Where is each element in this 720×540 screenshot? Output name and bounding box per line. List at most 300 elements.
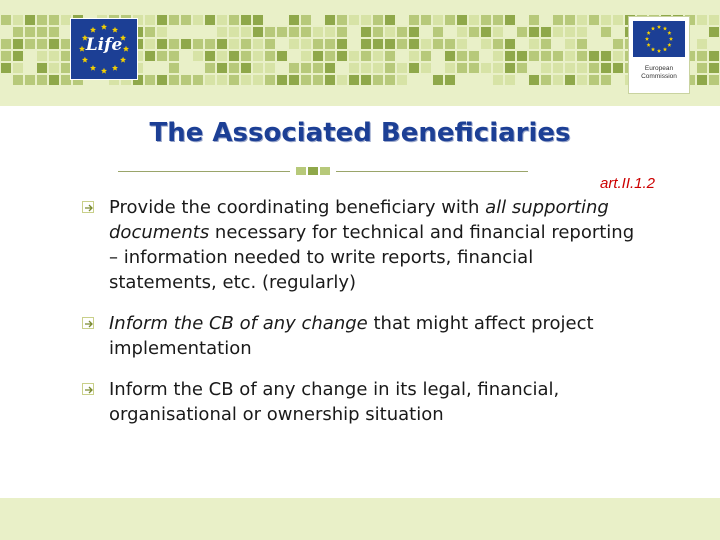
mosaic-tile (553, 63, 563, 73)
slide-title: The Associated Beneficiaries (149, 118, 571, 148)
mosaic-tile (517, 75, 527, 85)
arrow-right-icon (82, 383, 94, 395)
mosaic-tile (565, 75, 575, 85)
mosaic-tile (433, 75, 443, 85)
mosaic-tile (421, 75, 431, 85)
mosaic-tile (613, 75, 623, 85)
mosaic-tile (241, 63, 251, 73)
mosaic-tile (517, 15, 527, 25)
mosaic-tile (157, 51, 167, 61)
mosaic-tile (433, 39, 443, 49)
mosaic-tile (565, 51, 575, 61)
star-icon (667, 43, 671, 47)
mosaic-tile (445, 15, 455, 25)
mosaic-tile (169, 51, 179, 61)
mosaic-tile (217, 75, 227, 85)
mosaic-tile (265, 39, 275, 49)
mosaic-tile (349, 15, 359, 25)
mosaic-tile (229, 63, 239, 73)
mosaic-tile (493, 27, 503, 37)
mosaic-tile (565, 63, 575, 73)
mosaic-tile (433, 27, 443, 37)
mosaic-tile (277, 39, 287, 49)
mosaic-tile (385, 75, 395, 85)
mosaic-tile (205, 51, 215, 61)
mosaic-tile (265, 27, 275, 37)
mosaic-tile (577, 63, 587, 73)
mosaic-tile (241, 75, 251, 85)
mosaic-tile (421, 63, 431, 73)
mosaic-tile (409, 39, 419, 49)
mosaic-tile (157, 39, 167, 49)
mosaic-tile (373, 51, 383, 61)
mosaic-tile (421, 27, 431, 37)
mosaic-tile (337, 15, 347, 25)
mosaic-tile (265, 63, 275, 73)
mosaic-tile (361, 51, 371, 61)
mosaic-tile (229, 15, 239, 25)
mosaic-tile (265, 15, 275, 25)
mosaic-tile (505, 63, 515, 73)
title-divider-left (118, 171, 290, 172)
mosaic-tile (217, 15, 227, 25)
mosaic-tile (253, 27, 263, 37)
mosaic-tile (709, 75, 719, 85)
mosaic-tile (541, 75, 551, 85)
mosaic-tile (361, 15, 371, 25)
mosaic-tile (493, 63, 503, 73)
mosaic-tile (373, 75, 383, 85)
mosaic-tile (289, 15, 299, 25)
mosaic-tile (481, 15, 491, 25)
mosaic-tile (37, 51, 47, 61)
mosaic-tile (601, 27, 611, 37)
mosaic-tile (169, 39, 179, 49)
mosaic-tile (397, 39, 407, 49)
bullet-text-italic: Inform the CB of any change (109, 313, 368, 334)
mosaic-tile (445, 51, 455, 61)
mosaic-tile (337, 27, 347, 37)
mosaic-tile (697, 51, 707, 61)
eu-stars-icon (633, 21, 685, 57)
mosaic-tile (193, 15, 203, 25)
mosaic-tile (481, 27, 491, 37)
mosaic-tile (577, 51, 587, 61)
mosaic-tile (13, 39, 23, 49)
mosaic-tile (505, 51, 515, 61)
mosaic-tile (25, 75, 35, 85)
mosaic-tile (145, 63, 155, 73)
mosaic-tile (361, 39, 371, 49)
mosaic-tile (217, 63, 227, 73)
mosaic-tile (469, 27, 479, 37)
mosaic-tile (433, 63, 443, 73)
star-icon (112, 65, 118, 71)
mosaic-tile (241, 15, 251, 25)
mosaic-tile (205, 39, 215, 49)
bullet-text-segment: necessary for technical and financial reporting – information needed to write reports, financial statements, etc. (regularly) (109, 222, 635, 293)
mosaic-tile (517, 63, 527, 73)
mosaic-tile (253, 15, 263, 25)
star-icon (101, 24, 107, 30)
mosaic-tile (229, 39, 239, 49)
mosaic-tile (709, 51, 719, 61)
mosaic-tile (553, 75, 563, 85)
article-reference: art.II.1.2 (600, 175, 656, 192)
mosaic-tile (253, 39, 263, 49)
mosaic-tile (385, 39, 395, 49)
footer-band (0, 498, 720, 540)
star-icon (647, 43, 651, 47)
star-icon (667, 31, 671, 35)
mosaic-tile (469, 75, 479, 85)
mosaic-tile (157, 63, 167, 73)
mosaic-tile (349, 27, 359, 37)
mosaic-tile (37, 75, 47, 85)
mosaic-tile (301, 51, 311, 61)
mosaic-tile (181, 27, 191, 37)
mosaic-tile (277, 63, 287, 73)
mosaic-tile (205, 75, 215, 85)
mosaic-tile (49, 27, 59, 37)
mosaic-tile (13, 51, 23, 61)
mosaic-tile (205, 63, 215, 73)
mosaic-tile (277, 27, 287, 37)
mosaic-tile (445, 27, 455, 37)
eu-flag-icon (633, 21, 685, 57)
mosaic-tile (145, 15, 155, 25)
mosaic-tile (301, 15, 311, 25)
mosaic-tile (541, 51, 551, 61)
title-divider-mark (296, 167, 332, 175)
mosaic-tile (25, 63, 35, 73)
mosaic-tile (253, 63, 263, 73)
mosaic-tile (445, 39, 455, 49)
ec-logo-line1: European (644, 65, 674, 72)
mosaic-tile (169, 27, 179, 37)
mosaic-tile (1, 51, 11, 61)
mosaic-tile (709, 27, 719, 37)
mosaic-tile (193, 63, 203, 73)
mosaic-tile (289, 39, 299, 49)
mosaic-tile (385, 63, 395, 73)
bullet-text-segment: that might affect project implementation (109, 313, 594, 359)
mosaic-tile (529, 39, 539, 49)
mosaic-tile (181, 63, 191, 73)
mosaic-tile (145, 27, 155, 37)
star-icon (645, 37, 649, 41)
mosaic-tile (301, 75, 311, 85)
mosaic-tile (529, 51, 539, 61)
arrow-right-icon (82, 317, 94, 329)
mosaic-tile (457, 63, 467, 73)
mosaic-tile (25, 15, 35, 25)
mosaic-tile (181, 39, 191, 49)
mosaic-tile (1, 27, 11, 37)
mosaic-tile (277, 15, 287, 25)
star-icon (663, 26, 667, 30)
mosaic-tile (325, 75, 335, 85)
life-logo-text: Life (85, 35, 123, 55)
mosaic-tile (613, 27, 623, 37)
star-icon (663, 47, 667, 51)
mosaic-tile (697, 63, 707, 73)
mosaic-tile (697, 39, 707, 49)
mosaic-tile (601, 39, 611, 49)
mosaic-tile (1, 63, 11, 73)
mosaic-tile (445, 75, 455, 85)
mosaic-tile (493, 39, 503, 49)
mosaic-tile (253, 75, 263, 85)
mosaic-tile (313, 51, 323, 61)
mosaic-tile (217, 27, 227, 37)
mosaic-tile (577, 27, 587, 37)
mosaic-tile (313, 75, 323, 85)
mosaic-tile (373, 15, 383, 25)
mosaic-tile (181, 15, 191, 25)
mosaic-tile (1, 75, 11, 85)
mosaic-tile (589, 27, 599, 37)
mosaic-tile (361, 27, 371, 37)
ec-logo-text (631, 65, 687, 81)
mosaic-tile (49, 39, 59, 49)
mosaic-tile (589, 15, 599, 25)
star-icon (82, 57, 88, 63)
mosaic-tile (229, 75, 239, 85)
header-band (0, 0, 720, 106)
mosaic-tile (565, 27, 575, 37)
star-icon (669, 37, 673, 41)
bullet-list (82, 195, 642, 443)
mosaic-tile (157, 15, 167, 25)
mosaic-tile (517, 51, 527, 61)
mosaic-tile (337, 75, 347, 85)
mosaic-tile (325, 15, 335, 25)
mosaic-tile (241, 27, 251, 37)
mosaic-tile (481, 39, 491, 49)
mosaic-tile (193, 51, 203, 61)
mosaic-tile (613, 63, 623, 73)
mosaic-tile (349, 51, 359, 61)
mosaic-tile (37, 15, 47, 25)
mosaic-tile (145, 75, 155, 85)
mosaic-tile (241, 39, 251, 49)
mosaic-tile (589, 75, 599, 85)
mosaic-tile (409, 75, 419, 85)
bullet-text-segment: Inform the CB of any change in its legal, financial, organisational or ownership situation (109, 379, 560, 425)
mosaic-tile (25, 51, 35, 61)
mosaic-tile (697, 75, 707, 85)
mosaic-tile (325, 39, 335, 49)
mosaic-tile (577, 39, 587, 49)
mosaic-tile (529, 15, 539, 25)
mosaic-tile (301, 63, 311, 73)
mosaic-tile (301, 39, 311, 49)
mosaic-tile (373, 39, 383, 49)
mosaic-tile (385, 27, 395, 37)
mosaic-tile (337, 39, 347, 49)
mosaic-tile (709, 39, 719, 49)
mosaic-tile (421, 39, 431, 49)
mosaic-tile (553, 39, 563, 49)
mosaic-tile (481, 75, 491, 85)
mosaic-tile (697, 27, 707, 37)
mosaic-tile (457, 51, 467, 61)
mosaic-tile (37, 39, 47, 49)
mosaic-tile (541, 39, 551, 49)
mosaic-tile (313, 27, 323, 37)
mosaic-tile (13, 63, 23, 73)
mosaic-tile (541, 15, 551, 25)
star-icon (120, 57, 126, 63)
mosaic-tile (577, 15, 587, 25)
mosaic-tile (37, 27, 47, 37)
star-icon (647, 31, 651, 35)
mosaic-tile (289, 63, 299, 73)
mosaic-tile (469, 39, 479, 49)
bullet-text-segment: Provide the coordinating beneficiary with (109, 197, 486, 218)
bullet-text-italic: all supporting documents (109, 197, 609, 243)
mosaic-tile (277, 75, 287, 85)
arrow-right-icon (82, 201, 94, 213)
mosaic-tile (25, 27, 35, 37)
life-logo (70, 18, 138, 80)
mosaic-tile (337, 51, 347, 61)
mosaic-tile (373, 27, 383, 37)
mosaic-tile (709, 15, 719, 25)
mosaic-tile (445, 63, 455, 73)
mosaic-tile (217, 51, 227, 61)
mosaic-tile (469, 15, 479, 25)
mosaic-tile (265, 51, 275, 61)
mosaic-tile (313, 15, 323, 25)
mosaic-tile (229, 51, 239, 61)
star-icon (101, 68, 107, 74)
mosaic-tile (493, 15, 503, 25)
mosaic-tile (349, 39, 359, 49)
mosaic-tile (565, 15, 575, 25)
mosaic-tile (601, 51, 611, 61)
mosaic-tile (397, 27, 407, 37)
mosaic-tile (289, 27, 299, 37)
mosaic-tile (181, 75, 191, 85)
mosaic-tile (229, 27, 239, 37)
mosaic-tile (421, 15, 431, 25)
mosaic-tile (289, 75, 299, 85)
mosaic-tile (169, 63, 179, 73)
mosaic-tile (565, 39, 575, 49)
mosaic-tile (553, 51, 563, 61)
mosaic-tile (1, 39, 11, 49)
star-icon (651, 26, 655, 30)
mosaic-tile (541, 27, 551, 37)
mosaic-tile (541, 63, 551, 73)
mosaic-tile (409, 27, 419, 37)
mosaic-tile (205, 27, 215, 37)
mosaic-tile (469, 63, 479, 73)
mosaic-tile (601, 15, 611, 25)
mosaic-tile (13, 27, 23, 37)
mosaic-tile (481, 51, 491, 61)
mosaic-tile (181, 51, 191, 61)
mosaic-tile (553, 27, 563, 37)
bullet-item (82, 377, 642, 427)
mosaic-tile (373, 63, 383, 73)
star-icon (657, 25, 661, 29)
mosaic-tile (529, 75, 539, 85)
bullet-text (109, 195, 642, 295)
bullet-item (82, 311, 642, 361)
mosaic-tile (613, 51, 623, 61)
bullet-text (109, 377, 642, 427)
mosaic-tile (397, 51, 407, 61)
mosaic-tile (241, 51, 251, 61)
mosaic-tile (589, 51, 599, 61)
mosaic-tile (313, 39, 323, 49)
mosaic-tile (397, 15, 407, 25)
mosaic-tile (517, 27, 527, 37)
mosaic-tile (1, 15, 11, 25)
mosaic-tile (433, 51, 443, 61)
mosaic-tile (457, 75, 467, 85)
ec-logo-line2: Commission (641, 73, 677, 80)
mosaic-tile (217, 39, 227, 49)
bullet-text (109, 311, 642, 361)
mosaic-tile (697, 15, 707, 25)
mosaic-tile (193, 75, 203, 85)
mosaic-tile (361, 75, 371, 85)
mosaic-tile (409, 51, 419, 61)
mosaic-tile (301, 27, 311, 37)
mosaic-tile (505, 27, 515, 37)
mosaic-tile (601, 75, 611, 85)
mosaic-tile (157, 27, 167, 37)
mosaic-tile (613, 39, 623, 49)
mosaic-tile (481, 63, 491, 73)
mosaic-tile (493, 75, 503, 85)
mosaic-tile (601, 63, 611, 73)
mosaic-tile (505, 75, 515, 85)
mosaic-tile (145, 51, 155, 61)
mosaic-tile (589, 63, 599, 73)
mosaic-tile (505, 15, 515, 25)
mosaic-tile (529, 63, 539, 73)
mosaic-tile (577, 75, 587, 85)
mosaic-tile (409, 63, 419, 73)
mosaic-tile (397, 75, 407, 85)
mosaic-tile (49, 15, 59, 25)
mosaic-tile (277, 51, 287, 61)
mosaic-tile (169, 75, 179, 85)
star-icon (112, 27, 118, 33)
mosaic-tile (349, 75, 359, 85)
mosaic-tile (385, 15, 395, 25)
mosaic-tile (457, 15, 467, 25)
mosaic-tile (457, 39, 467, 49)
mosaic-tile (325, 51, 335, 61)
mosaic-tile (265, 75, 275, 85)
mosaic-tile (613, 15, 623, 25)
mosaic-tile (49, 63, 59, 73)
mosaic-tile (313, 63, 323, 73)
mosaic-tile (409, 15, 419, 25)
mosaic-tile (145, 39, 155, 49)
star-icon (90, 27, 96, 33)
mosaic-tile (193, 39, 203, 49)
title-divider-right (336, 171, 528, 172)
mosaic-tile (205, 15, 215, 25)
mosaic-tile (157, 75, 167, 85)
